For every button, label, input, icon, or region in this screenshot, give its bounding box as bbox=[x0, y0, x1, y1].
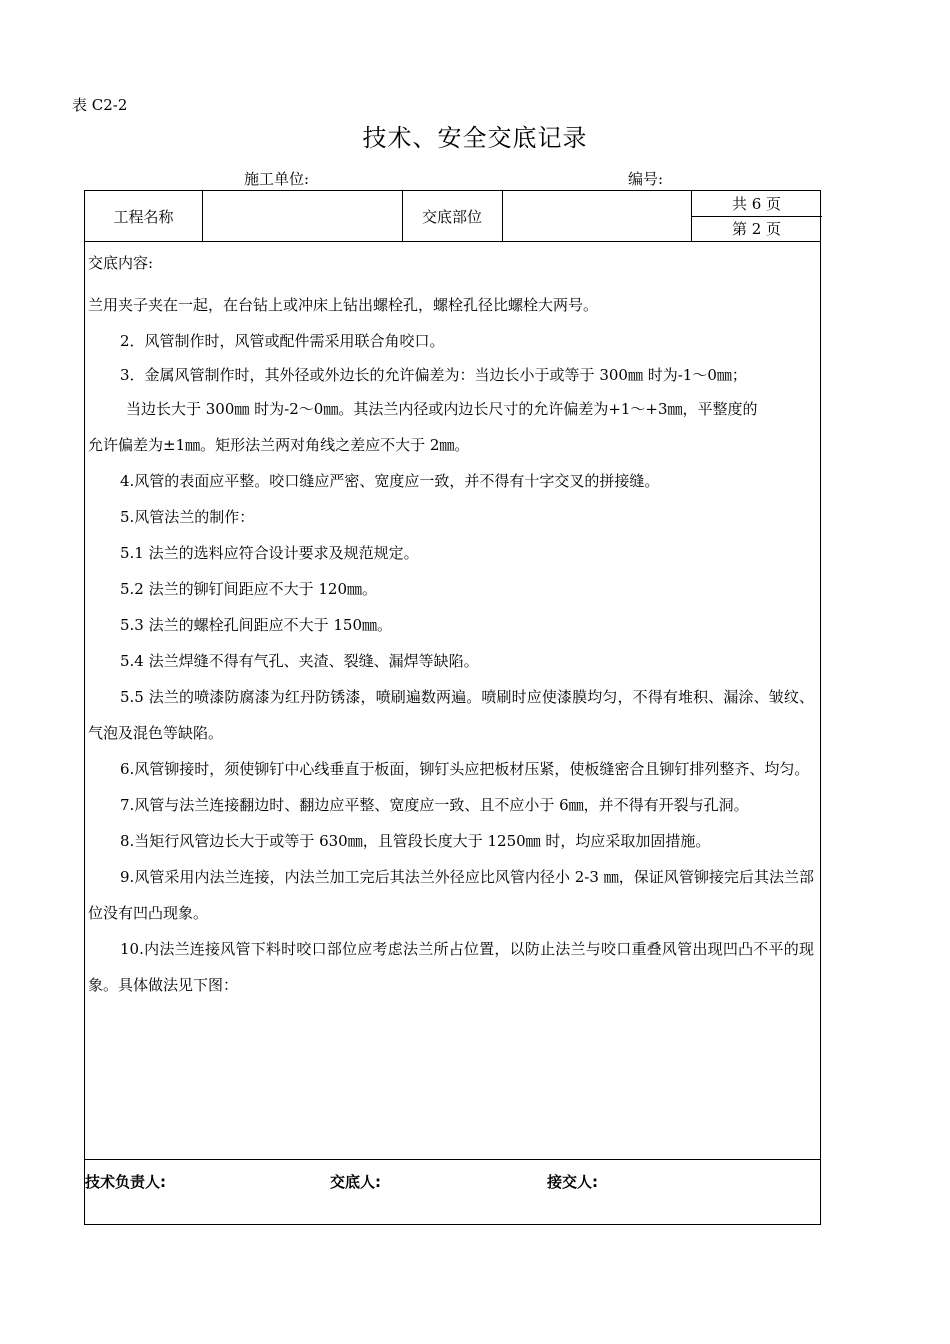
signature-row bbox=[85, 1159, 820, 1227]
record-form bbox=[84, 190, 821, 1225]
project-name-field[interactable] bbox=[202, 191, 402, 241]
tech-lead-signature-label: 技术负责人: bbox=[85, 1173, 166, 1191]
disclosure-part-label: 交底部位 bbox=[421, 207, 482, 226]
content-line: 7.风管与法兰连接翻边时、翻边应平整、宽度应一致、且不应小于 6㎜，并不得有开裂与孔洞。 bbox=[120, 796, 749, 814]
disclosure-content bbox=[88, 251, 814, 1003]
content-line: 10.内法兰连接风管下料时咬口部位应考虑法兰所占位置，以防止法兰与咬口重叠风管出现凹凸不平的现象。具体做法见下图： bbox=[88, 940, 814, 994]
project-name-label: 工程名称 bbox=[113, 207, 174, 226]
current-page: 第 2 页 bbox=[731, 220, 782, 238]
content-line: 5.2 法兰的铆钉间距应不大于 120㎜。 bbox=[120, 580, 378, 598]
content-line: 兰用夹子夹在一起，在台钻上或冲床上钻出螺栓孔，螺栓孔径比螺栓大两号。 bbox=[88, 296, 599, 314]
content-line: 6.风管铆接时，须使铆钉中心线垂直于板面，铆钉头应把板材压紧，使板缝密合且铆钉排列整齐、均匀。 bbox=[120, 760, 810, 778]
content-line: 5.风管法兰的制作： bbox=[120, 508, 255, 526]
form-code: 表 C2-2 bbox=[72, 96, 128, 114]
content-line: 允许偏差为±1㎜。矩形法兰两对角线之差应不大于 2㎜。 bbox=[88, 436, 470, 454]
form-header-row bbox=[85, 191, 820, 242]
content-label: 交底内容: bbox=[88, 254, 154, 272]
discloser-signature-label: 交底人: bbox=[330, 1173, 381, 1191]
disclosure-part-field[interactable] bbox=[502, 191, 691, 241]
content-line: 5.4 法兰焊缝不得有气孔、夹渣、裂缝、漏焊等缺陷。 bbox=[120, 652, 479, 670]
content-line: 5.1 法兰的选料应符合设计要求及规范规定。 bbox=[120, 544, 419, 562]
content-line: 3．金属风管制作时，其外径或外边长的允许偏差为：当边长小于或等于 300㎜ 时为-1～0㎜； bbox=[120, 366, 747, 384]
content-line: 9.风管采用内法兰连接，内法兰加工完后其法兰外径应比风管内径小 2-3 ㎜，保证风管铆接完后其法兰部位没有凹凸现象。 bbox=[88, 868, 814, 922]
content-line: 5.3 法兰的螺栓孔间距应不大于 150㎜。 bbox=[120, 616, 393, 634]
content-line: 5.5 法兰的喷漆防腐漆为红丹防锈漆，喷刷遍数两遍。喷刷时应使漆膜均匀，不得有堆积、漏涂、皱纹、气泡及混色等缺陷。 bbox=[88, 688, 814, 742]
content-line: 2．风管制作时，风管或配件需采用联合角咬口。 bbox=[120, 332, 445, 350]
document-number-label: 编号: bbox=[628, 170, 664, 188]
receiver-signature-label: 接交人: bbox=[547, 1173, 598, 1191]
construction-unit-label: 施工单位: bbox=[244, 170, 310, 188]
content-line: 4.风管的表面应平整。咬口缝应严密、宽度应一致，并不得有十字交叉的拼接缝。 bbox=[120, 472, 660, 490]
content-line: 当边长大于 300㎜ 时为-2～0㎜。其法兰内径或内边长尺寸的允许偏差为+1～+3㎜，平整度的 bbox=[126, 400, 758, 418]
total-pages: 共 6 页 bbox=[691, 191, 822, 217]
content-line: 8.当矩行风管边长大于或等于 630㎜，且管段长度大于 1250㎜ 时，均应采取加固措施。 bbox=[120, 832, 711, 850]
page-title: 技术、安全交底记录 bbox=[362, 124, 588, 152]
